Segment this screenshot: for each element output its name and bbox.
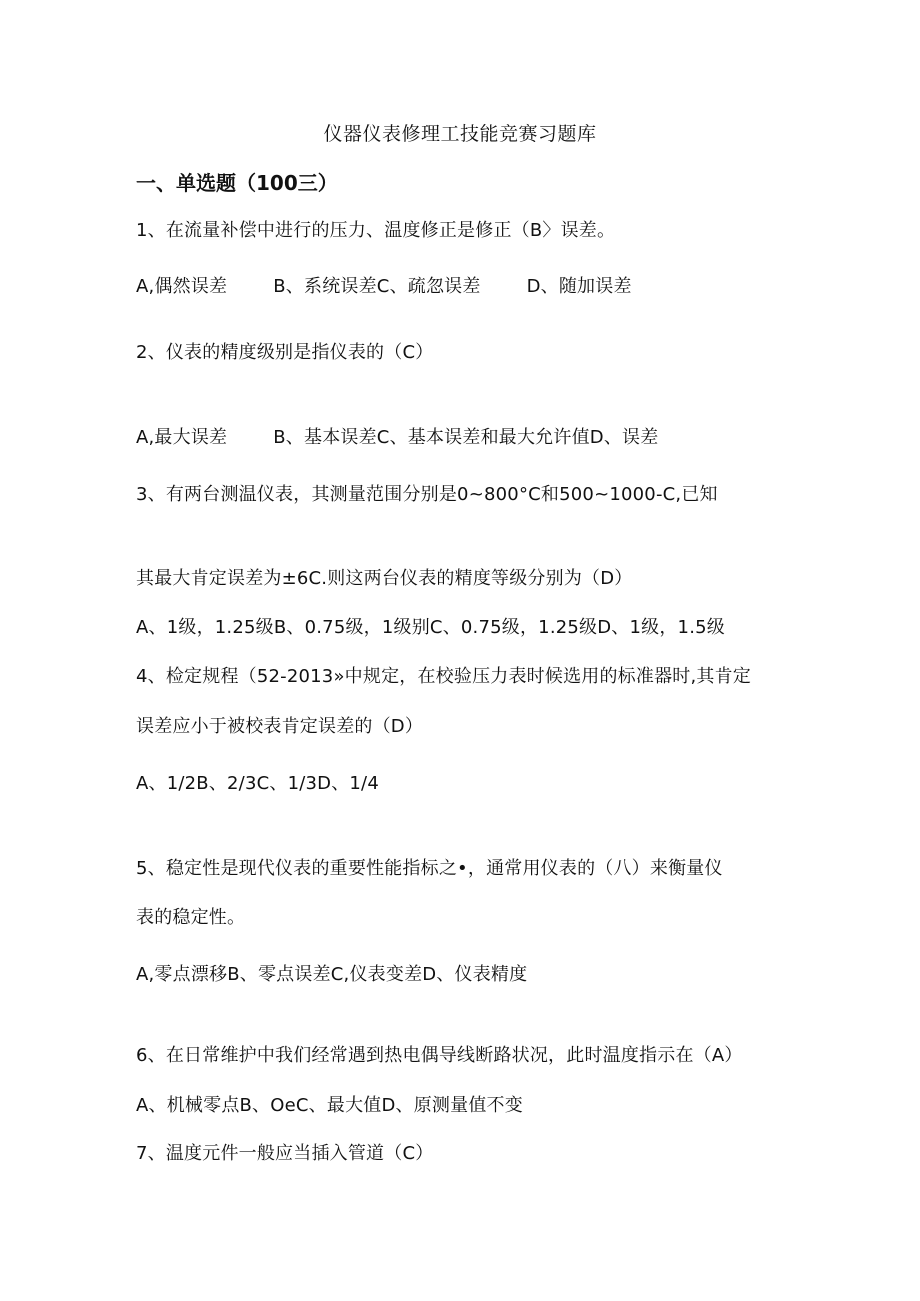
question-4-stem-line-2: 误差应小于被校表肯定误差的（D）	[136, 716, 424, 737]
question-5-options: A,零点漂移B、零点误差C,仪表变差D、仪表精度	[136, 964, 528, 985]
option-a: A,最大误差	[136, 427, 228, 448]
question-3-options: A、1级，1.25级B、0.75级，1级别C、0.75级，1.25级D、1级，1.5级	[136, 617, 725, 638]
option-b-c-d: B、基本误差C、基本误差和最大允许值D、误差	[273, 427, 659, 448]
question-3-stem-line-1: 3、有两台测温仪表，其测量范围分别是0~800°C和500~1000-C,已知	[136, 484, 718, 505]
question-2-stem: 2、仪表的精度级别是指仪表的（C）	[136, 342, 434, 363]
question-7-stem: 7、温度元件一般应当插入管道（C）	[136, 1143, 434, 1164]
question-1-options	[136, 274, 632, 300]
question-6-stem: 6、在日常维护中我们经常遇到热电偶导线断路状况，此时温度指示在（A）	[136, 1045, 743, 1066]
question-5-stem-line-1: 5、稳定性是现代仪表的重要性能指标之•，通常用仪表的（八）来衡量仪	[136, 858, 723, 879]
question-4-stem-line-1: 4、检定规程（52-2013»中规定，在校验压力表时候选用的标准器时,其肯定	[136, 666, 751, 687]
question-2-options	[136, 425, 658, 451]
question-5-stem-line-2: 表的稳定性。	[136, 907, 246, 928]
question-6-options: A、机械零点B、OeC、最大值D、原测量值不变	[136, 1095, 523, 1116]
option-d: D、随加误差	[526, 276, 632, 297]
question-3-stem-line-2: 其最大肯定误差为±6C.则这两台仪表的精度等级分别为（D）	[136, 568, 633, 589]
question-4-options: A、1/2B、2/3C、1/3D、1/4	[136, 773, 379, 794]
option-a: A,偶然误差	[136, 276, 228, 297]
document-title: 仪器仪表修理工技能竞赛习题库	[323, 123, 597, 145]
section-heading: 一、单选题（100三）	[136, 171, 338, 195]
question-1-stem: 1、在流量补偿中进行的压力、温度修正是修正（B〉误差。	[136, 220, 616, 241]
option-b-c: B、系统误差C、疏忽误差	[273, 276, 481, 297]
